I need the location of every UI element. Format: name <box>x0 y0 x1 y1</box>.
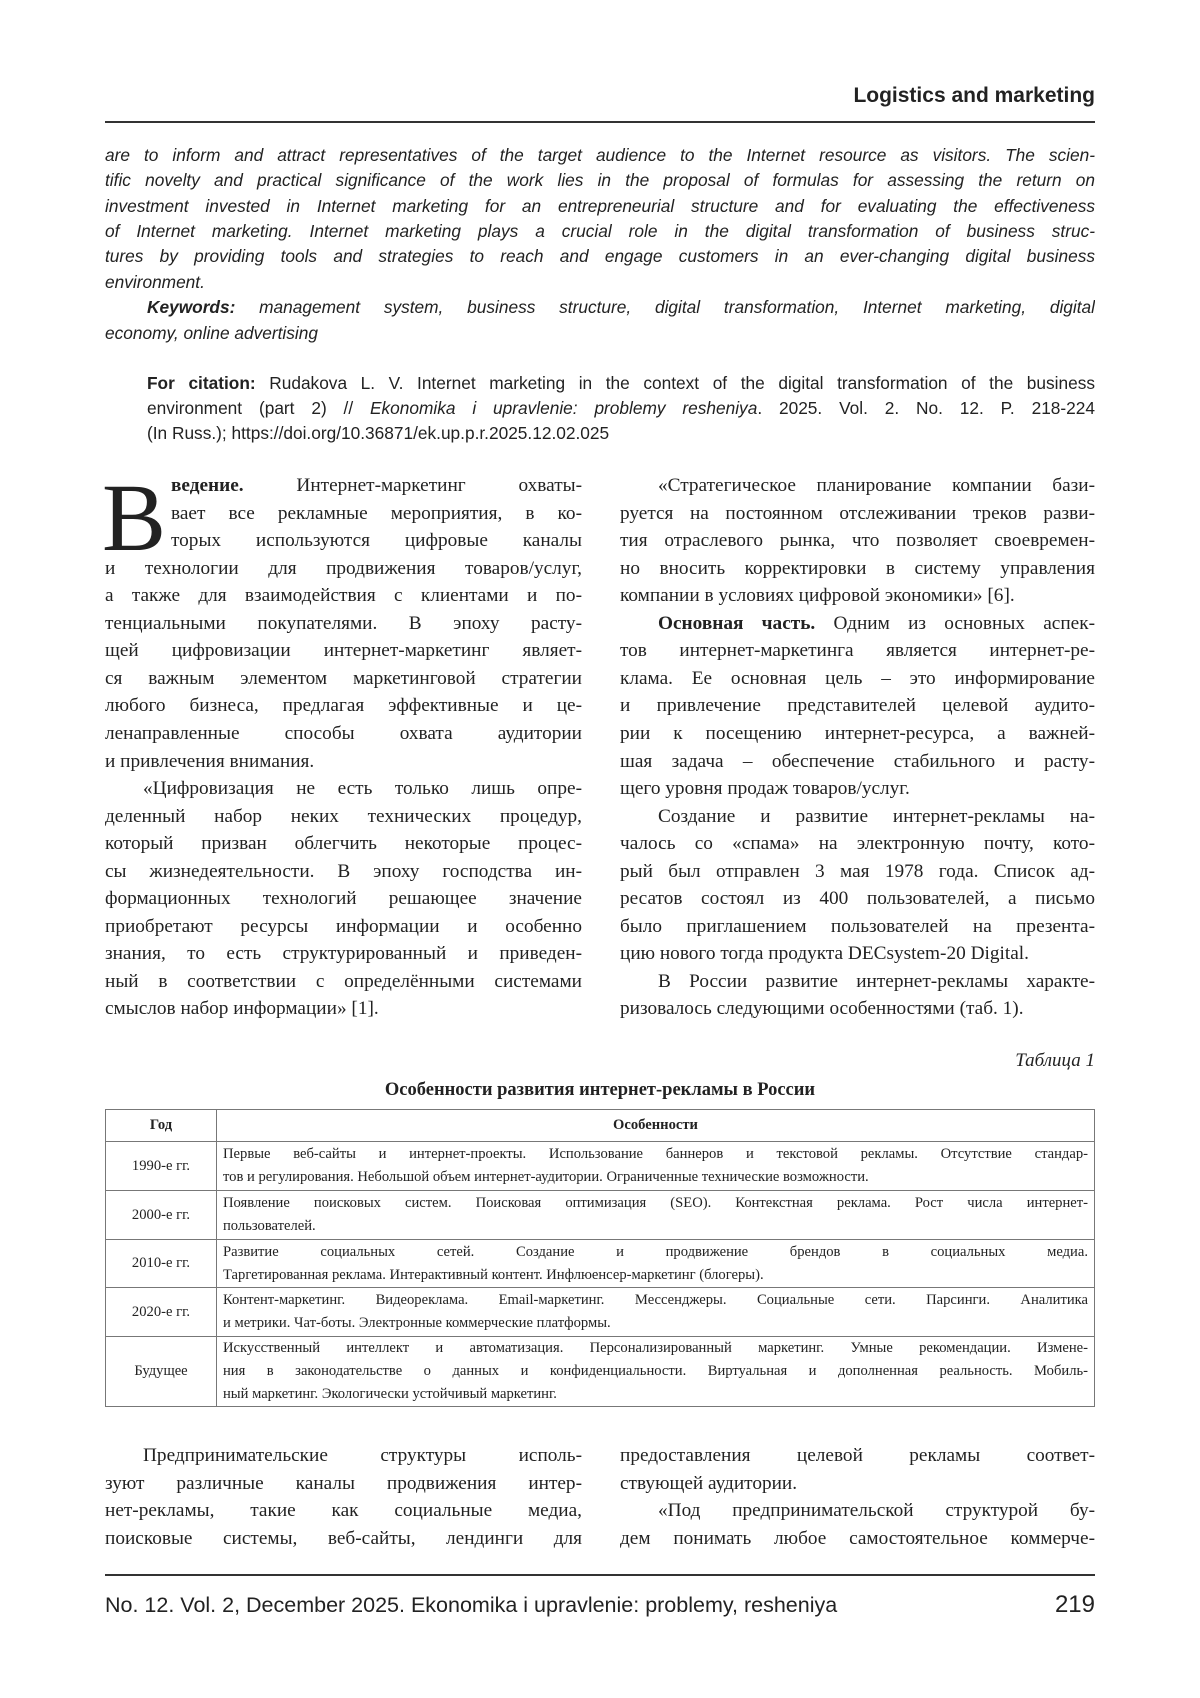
text-run: Интернет-маркетинг охваты- <box>244 475 582 496</box>
text-line: было приглашением пользователей на презента- <box>620 913 1095 941</box>
keywords-line <box>147 295 1095 320</box>
footer-divider <box>105 1574 1095 1576</box>
table-row <box>106 1240 1095 1288</box>
text-line: чалось со «спама» на электронную почту, кото- <box>620 830 1095 858</box>
citation-text: environment (part 2) // <box>147 398 370 418</box>
keywords-line: economy, online advertising <box>105 321 1095 346</box>
text-line: ный в соответствии с определёнными системами <box>105 968 582 996</box>
text-line: деленный набор неких технических процедур, <box>105 803 582 831</box>
section-heading: Основная часть. <box>658 613 815 634</box>
text-line: торых используются цифровые каналы <box>171 527 582 555</box>
text-line: но вносить корректировки в систему управления <box>620 555 1095 583</box>
text-line: ризовалось следующими особенностями (таб. 1). <box>620 995 1095 1023</box>
drop-cap: В <box>102 470 166 566</box>
text-line <box>171 472 582 500</box>
table-label: Таблица 1 <box>1015 1050 1095 1072</box>
text-line: ствующей аудитории. <box>620 1470 1095 1498</box>
text-line: который призван облегчить некоторые процес- <box>105 830 582 858</box>
text-line: Создание и развитие интернет-рекламы на- <box>658 803 1095 831</box>
features-cell <box>217 1191 1095 1240</box>
features-cell <box>217 1337 1095 1407</box>
text-line: «Стратегическое планирование компании бази- <box>658 472 1095 500</box>
text-line: нет-рекламы, такие как социальные медиа, <box>105 1497 582 1525</box>
section-heading: ведение. <box>171 475 244 496</box>
text-line: смыслов набор информации» [1]. <box>105 995 582 1023</box>
header-divider <box>105 121 1095 123</box>
citation-text: Rudakova L. V. Internet marketing in the context of the digital transformation of the business <box>256 373 1095 393</box>
text-line: investment invested in Internet marketing for an entrepreneurial structure and for evaluating the effectiveness <box>105 194 1095 219</box>
features-line: Таргетированная реклама. Интерактивный контент. Инфлюенсер-маркетинг (блогеры). <box>223 1264 1088 1287</box>
text-line: предоставления целевой рекламы соответ- <box>620 1442 1095 1470</box>
text-line: рии к посещению интернет-ресурса, а важней- <box>620 720 1095 748</box>
features-cell <box>217 1142 1095 1191</box>
year-cell: Будущее <box>106 1337 217 1407</box>
features-cell <box>217 1288 1095 1337</box>
doi-link[interactable]: (In Russ.); https://doi.org/10.36871/ek.up.p.r.2025.12.02.025 <box>147 423 609 443</box>
table-title: Особенности развития интернет-рекламы в России <box>105 1080 1095 1101</box>
page-number: 219 <box>1055 1591 1095 1619</box>
citation-text: . 2025. Vol. 2. No. 12. P. 218-224 <box>757 398 1095 418</box>
text-line: знания, то есть структурированный и приведен- <box>105 940 582 968</box>
text-line: environment. <box>105 270 1095 295</box>
text-line: тов интернет-маркетинга является интернет-ре- <box>620 637 1095 665</box>
year-cell: 2000-е гг. <box>106 1191 217 1240</box>
features-line: Искусственный интеллект и автоматизация. Персонализированный маркетинг. Умные рекомендации. Измене- <box>223 1337 1088 1360</box>
features-line: ния в законодательстве о данных и конфиденциальности. Виртуальная и дополненная реальность. Мобиль- <box>223 1360 1088 1383</box>
text-line: «Цифровизация не есть только лишь опре- <box>143 775 582 803</box>
footer-journal: No. 12. Vol. 2, December 2025. Ekonomika i upravlenie: problemy, resheniya <box>105 1593 837 1618</box>
text-line: дем понимать любое самостоятельное коммерче- <box>620 1525 1095 1553</box>
text-line: рый был отправлен 3 мая 1978 года. Список ад- <box>620 858 1095 886</box>
table-row <box>106 1142 1095 1191</box>
features-line: Развитие социальных сетей. Создание и продвижение брендов в социальных медиа. <box>223 1241 1088 1264</box>
text-line: ся важным элементом маркетинговой стратегии <box>105 665 582 693</box>
features-line: Первые веб-сайты и интернет-проекты. Использование баннеров и текстовой рекламы. Отсутствие стандар- <box>223 1143 1088 1166</box>
text-line: вает все рекламные мероприятия, в ко- <box>171 500 582 528</box>
features-line: Контент-маркетинг. Видеореклама. Email-маркетинг. Мессенджеры. Социальные сети. Парсинги. Аналитика <box>223 1289 1088 1312</box>
column-header-year: Год <box>106 1110 217 1142</box>
text-line: are to inform and attract representatives of the target audience to the Internet resource as visitors. The scien- <box>105 143 1095 168</box>
features-line: тов и регулирования. Небольшой объем интернет-аудитории. Ограниченные технические возможности. <box>223 1166 1088 1189</box>
year-cell: 2010-е гг. <box>106 1240 217 1288</box>
text-line: цию нового тогда продукта DECsystem-20 Digital. <box>620 940 1095 968</box>
text-line: формационных технологий решающее значение <box>105 885 582 913</box>
text-line: В России развитие интернет-рекламы характе- <box>658 968 1095 996</box>
text-line <box>658 610 1095 638</box>
features-line: ный маркетинг. Экологически устойчивый маркетинг. <box>223 1383 1088 1406</box>
year-cell: 2020-е гг. <box>106 1288 217 1337</box>
citation-label: For citation: <box>147 373 256 393</box>
running-header: Logistics and marketing <box>853 84 1095 108</box>
text-line: руется на постоянном отслеживании треков разви- <box>620 500 1095 528</box>
keywords-text: management system, business structure, digital transformation, Internet marketing, digital <box>235 297 1095 317</box>
text-line: ленаправленные способы охвата аудитории <box>105 720 582 748</box>
features-line: и метрики. Чат-боты. Электронные коммерческие платформы. <box>223 1312 1088 1335</box>
text-line: и привлечения внимания. <box>105 748 582 776</box>
text-line: tures by providing tools and strategies to reach and engage customers in an ever-changing digital business <box>105 244 1095 269</box>
features-line: Появление поисковых систем. Поисковая оптимизация (SEO). Контекстная реклама. Рост числа интернет- <box>223 1192 1088 1215</box>
table-row <box>106 1337 1095 1407</box>
text-line: любого бизнеса, предлагая эффективные и це- <box>105 692 582 720</box>
features-cell <box>217 1240 1095 1288</box>
text-line: тенциальными покупателями. В эпоху расту- <box>105 610 582 638</box>
text-line: щей цифровизации интернет-маркетинг являет- <box>105 637 582 665</box>
text-line: и технологии для продвижения товаров/услуг, <box>105 555 582 583</box>
features-table <box>105 1109 1095 1407</box>
text-line: приобретают ресурсы информации и особенно <box>105 913 582 941</box>
text-line: tific novelty and practical significance of the work lies in the proposal of formulas for assessing the return on <box>105 168 1095 193</box>
text-line: Предпринимательские структуры исполь- <box>143 1442 582 1470</box>
text-line: of Internet marketing. Internet marketing plays a crucial role in the digital transformation of business struc- <box>105 219 1095 244</box>
text-line: клама. Ее основная цель – это информирование <box>620 665 1095 693</box>
text-line: «Под предпринимательской структурой бу- <box>658 1497 1095 1525</box>
table-row <box>106 1288 1095 1337</box>
year-cell: 1990-е гг. <box>106 1142 217 1191</box>
citation-journal: Ekonomika i upravlenie: problemy resheniya <box>370 398 757 418</box>
text-line: компании в условиях цифровой экономики» [6]. <box>620 582 1095 610</box>
keywords-label: Keywords: <box>147 297 235 317</box>
table-row <box>106 1191 1095 1240</box>
text-line: сы жизнедеятельности. В эпоху господства ин- <box>105 858 582 886</box>
text-line: а также для взаимодействия с клиентами и по- <box>105 582 582 610</box>
text-line: и привлечение представителей целевой аудито- <box>620 692 1095 720</box>
text-line: щего уровня продаж товаров/услуг. <box>620 775 1095 803</box>
column-header-features: Особенности <box>217 1110 1095 1142</box>
text-line: тия отраслевого рынка, что позволяет своевремен- <box>620 527 1095 555</box>
text-line: поисковые системы, веб-сайты, лендинги для <box>105 1525 582 1553</box>
text-run: Одним из основных аспек- <box>815 613 1095 634</box>
text-line: ресатов состоял из 400 пользователей, а письмо <box>620 885 1095 913</box>
text-line: зуют различные каналы продвижения интер- <box>105 1470 582 1498</box>
features-line: пользователей. <box>223 1215 1088 1238</box>
text-line: шая задача – обеспечение стабильного и расту- <box>620 748 1095 776</box>
